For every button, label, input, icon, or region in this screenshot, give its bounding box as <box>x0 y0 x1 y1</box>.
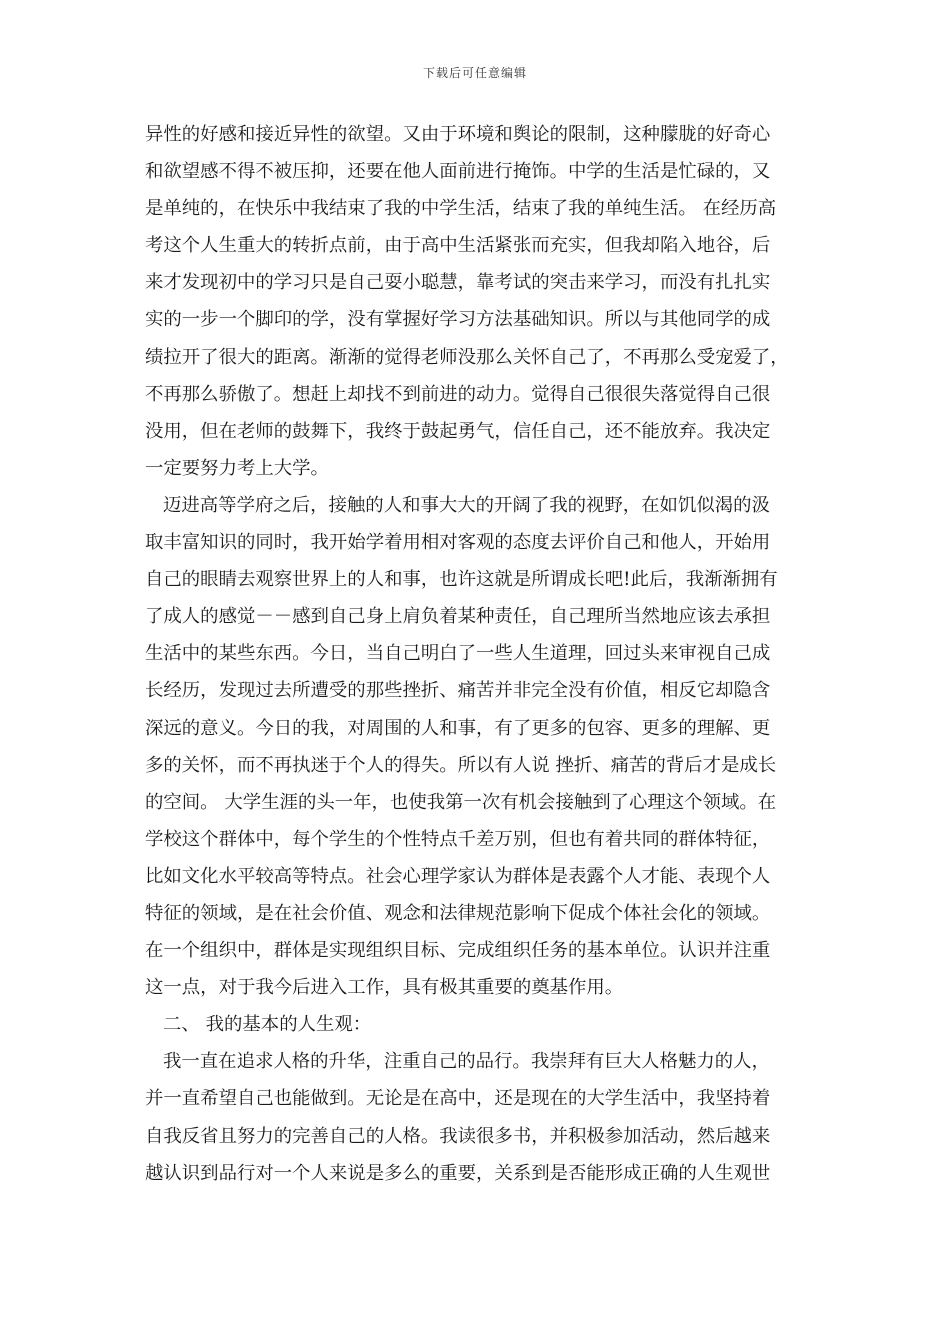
text-line: 学校这个群体中，每个学生的个性特点千差万别，但也有着共同的群体特征， <box>145 828 771 850</box>
section-heading: 二、 我的基本的人生观： <box>163 1014 372 1036</box>
text-line: 考这个人生重大的转折点前，由于高中生活紧张而充实，但我却陷入地谷，后 <box>145 235 771 257</box>
text-line: 是单纯的，在快乐中我结束了我的中学生活，结束了我的单纯生活。 在经历高 <box>145 198 777 220</box>
text-line: 来才发现初中的学习只是自己耍小聪慧，靠考试的突击来学习，而没有扎扎实 <box>145 272 771 294</box>
text-line: 的空间。 大学生涯的头一年，也使我第一次有机会接触到了心理这个领域。在 <box>145 791 777 813</box>
text-line: 异性的好感和接近异性的欲望。又由于环境和舆论的限制，这种朦胧的好奇心 <box>145 124 771 145</box>
text-line: 了成人的感觉－－感到自己身上肩负着某种责任，自己理所当然地应该去承担 <box>145 606 771 628</box>
text-line: 长经历，发现过去所遭受的那些挫折、痛苦并非完全没有价值，相反它却隐含 <box>145 680 771 702</box>
text-line: 多的关怀，而不再执迷于个人的得失。所以有人说 挫折、痛苦的背后才是成长 <box>145 754 777 776</box>
text-line: 一定要努力考上大学。 <box>145 457 329 479</box>
text-line: 这一点，对于我今后进入工作，具有极其重要的奠基作用。 <box>145 977 624 999</box>
text-line: 深远的意义。今日的我，对周围的人和事，有了更多的包容、更多的理解、更 <box>145 717 771 739</box>
text-line: 并一直希望自己也能做到。无论是在高中，还是现在的大学生活中，我坚持着 <box>145 1088 771 1110</box>
paragraph-start-line: 迈进高等学府之后，接触的人和事大大的开阔了我的视野，在如饥似渴的汲 <box>163 494 770 516</box>
text-line: 自己的眼睛去观察世界上的人和事，也许这就是所谓成长吧!此后，我渐渐拥有 <box>145 569 778 591</box>
text-line: 没用，但在老师的鼓舞下，我终于鼓起勇气，信任自己，还不能放弃。我决定 <box>145 420 771 442</box>
text-line: 取丰富知识的同时，我开始学着用相对客观的态度去评价自己和他人，开始用 <box>145 532 771 554</box>
text-line: 绩拉开了很大的距离。渐渐的觉得老师没那么关怀自己了，不再那么受宠爱了， <box>145 346 789 368</box>
text-line: 生活中的某些东西。今日，当自己明白了一些人生道理，回过头来审视自己成 <box>145 643 771 665</box>
text-line: 特征的领域，是在社会价值、观念和法律规范影响下促成个体社会化的领域。 <box>145 902 771 924</box>
text-line: 自我反省且努力的完善自己的人格。我读很多书，并积极参加活动，然后越来 <box>145 1125 771 1147</box>
document-body <box>145 116 807 1192</box>
text-line: 实的一步一个脚印的学，没有掌握好学习方法基础知识。所以与其他同学的成 <box>145 309 771 331</box>
text-line: 越认识到品行对一个人来说是多么的重要，关系到是否能形成正确的人生观世 <box>145 1162 771 1184</box>
page-header: 下载后可任意编辑 <box>422 66 527 80</box>
text-line: 在一个组织中，群体是实现组织目标、完成组织任务的基本单位。认识并注重 <box>145 940 771 962</box>
text-line: 比如文化水平较高等特点。社会心理学家认为群体是表露个人才能、表现个人 <box>145 865 771 887</box>
text-line: 不再那么骄傲了。想赶上却找不到前进的动力。觉得自己很很失落觉得自己很 <box>145 383 771 405</box>
paragraph-start-line: 我一直在追求人格的升华，注重自己的品行。我崇拜有巨大人格魅力的人， <box>163 1051 770 1073</box>
text-line: 和欲望感不得不被压抑，还要在他人面前进行掩饰。中学的生活是忙碌的，又 <box>145 161 771 183</box>
